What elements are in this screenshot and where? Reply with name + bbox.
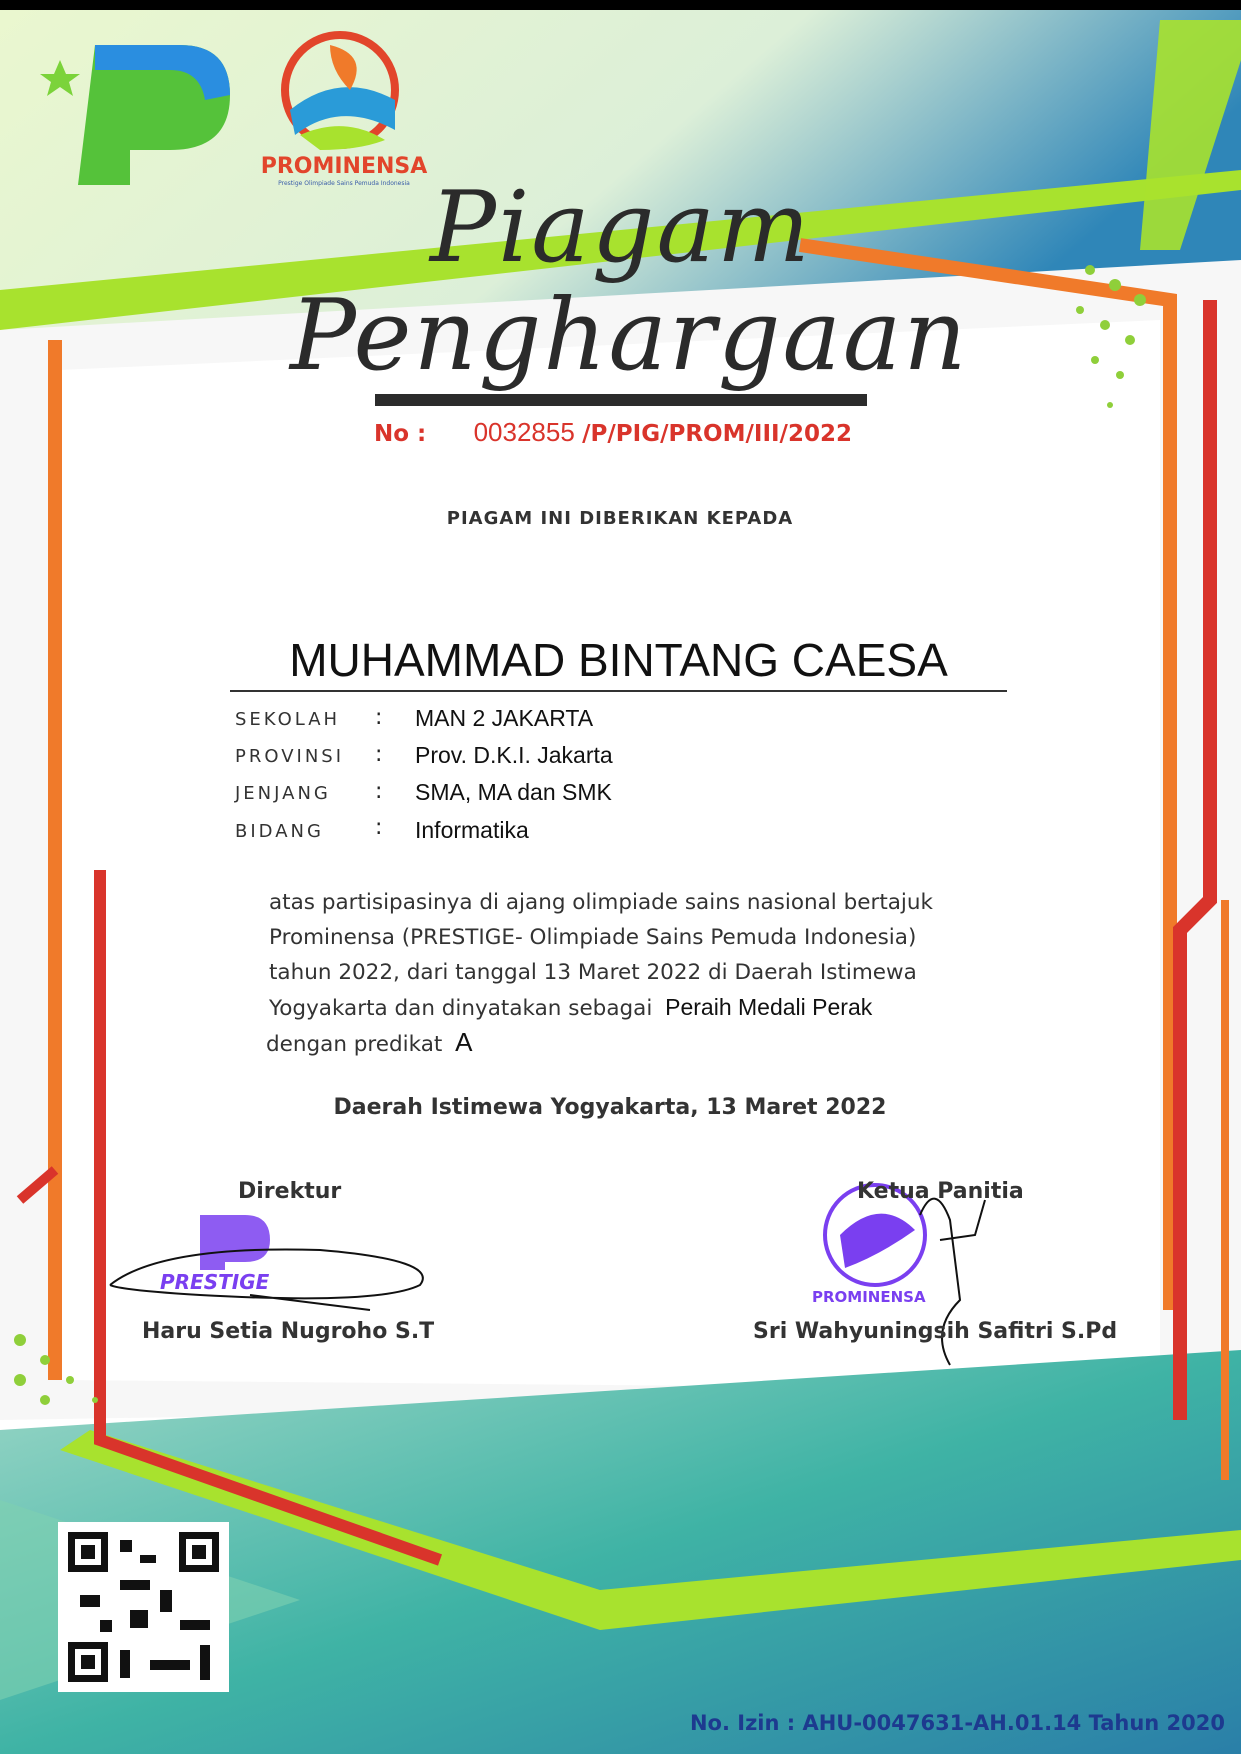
prestige-stamp-label: PRESTIGE bbox=[160, 1270, 270, 1294]
detail-value: MAN 2 JAKARTA bbox=[415, 705, 594, 731]
title-piagam: Piagam bbox=[430, 171, 812, 285]
details bbox=[235, 703, 835, 853]
paragraph-text: Yogyakarta dan dinyatakan sebagai bbox=[269, 996, 653, 1021]
grade: A bbox=[455, 1027, 473, 1057]
paragraph-line: atas partisipasinya di ajang olimpiade sains nasional bertajuk bbox=[269, 890, 933, 915]
recipient-underline bbox=[230, 690, 1007, 692]
prominensa-stamp-label: PROMINENSA bbox=[812, 1288, 926, 1306]
certificate-number bbox=[374, 416, 852, 450]
place-date: Daerah Istimewa Yogyakarta, 13 Maret 2022 bbox=[333, 1095, 887, 1120]
paragraph-line bbox=[266, 1025, 933, 1060]
detail-colon: : bbox=[375, 779, 383, 804]
prominensa-logo-label bbox=[258, 154, 430, 188]
title-penghargaan: Penghargaan bbox=[290, 279, 969, 393]
number-value: 0032855 bbox=[473, 417, 575, 447]
qr-code bbox=[58, 1522, 229, 1692]
paragraph-line bbox=[269, 990, 933, 1025]
detail-label: SEKOLAH bbox=[235, 709, 341, 730]
detail-label: BIDANG bbox=[235, 821, 324, 842]
detail-value: SMA, MA dan SMK bbox=[415, 779, 612, 805]
chair-name: Sri Wahyuningsih Safitri S.Pd bbox=[753, 1319, 1118, 1344]
given-to-heading: PIAGAM INI DIBERIKAN KEPADA bbox=[446, 508, 794, 529]
detail-colon: : bbox=[375, 705, 383, 730]
logo-name: PROMINENSA bbox=[260, 154, 428, 179]
number-suffix: /P/PIG/PROM/III/2022 bbox=[582, 421, 852, 447]
detail-label: PROVINSI bbox=[235, 746, 345, 767]
detail-row bbox=[235, 777, 835, 815]
citation-paragraph bbox=[266, 885, 933, 1060]
number-label: No : bbox=[374, 421, 427, 447]
director-name: Haru Setia Nugroho S.T bbox=[142, 1319, 435, 1344]
director-role: Direktur bbox=[238, 1179, 342, 1204]
license-number: No. Izin : AHU-0047631-AH.01.14 Tahun 2020 bbox=[689, 1711, 1225, 1735]
chair-role: Ketua Panitia bbox=[857, 1179, 1024, 1204]
logo-tagline: Prestige Olimpiade Sains Pemuda Indonesia bbox=[278, 180, 410, 187]
recipient-name: MUHAMMAD BINTANG CAESA bbox=[289, 634, 948, 686]
paragraph-line: tahun 2022, dari tanggal 13 Maret 2022 di Daerah Istimewa bbox=[269, 960, 917, 985]
detail-value: Prov. D.K.I. Jakarta bbox=[415, 742, 613, 768]
award-title: Peraih Medali Perak bbox=[665, 994, 873, 1020]
detail-row bbox=[235, 815, 835, 853]
paragraph-text: dengan predikat bbox=[266, 1032, 443, 1057]
paragraph-line: Prominensa (PRESTIGE- Olimpiade Sains Pemuda Indonesia) bbox=[269, 925, 917, 950]
detail-value: Informatika bbox=[415, 817, 529, 843]
detail-label: JENJANG bbox=[235, 783, 331, 804]
detail-colon: : bbox=[375, 815, 383, 840]
detail-row bbox=[235, 740, 835, 777]
detail-row bbox=[235, 703, 835, 740]
detail-colon: : bbox=[375, 742, 383, 767]
